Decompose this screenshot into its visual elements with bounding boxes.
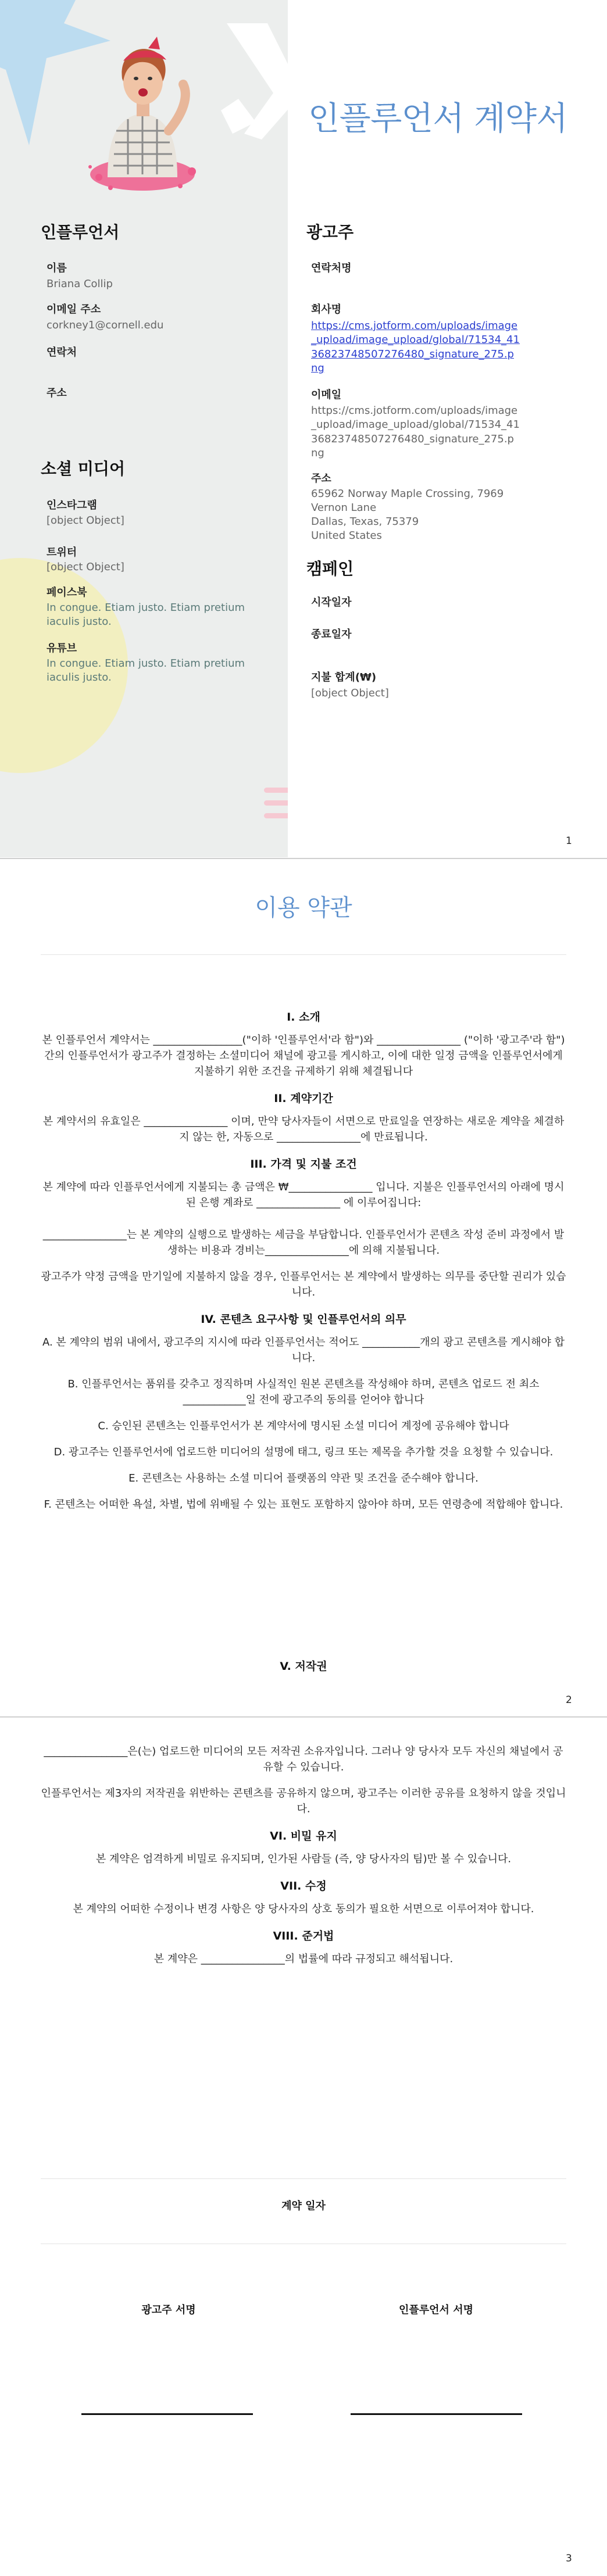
influencer-portrait-image [81,32,206,195]
section-5-text-2: 인플루언서는 제3자의 저작권을 위반하는 콘텐츠를 공유하지 않으며, 광고주는 이러한 공유를 요청하지 않을 것입니다. [41,1787,566,1815]
advertiser-address-line-4: United States [311,529,382,542]
section-1-heading: I. 소개 [287,1011,320,1024]
instagram-value: [object Object] [47,514,124,527]
influencer-signature-line[interactable] [351,2413,522,2415]
instagram-label: 인스타그램 [47,499,97,511]
influencer-name-label: 이름 [47,262,67,274]
page-1 [0,0,607,857]
influencer-name-value: Briana Collip [47,278,113,290]
terms-section-1-3 [41,1008,566,1523]
section-4-a: A. 본 계약의 범위 내에서, 광고주의 지시에 따라 인플루언서는 적어도 ___________개의 광고 콘텐츠를 게시해야 합니다. [42,1336,565,1364]
terms-section-5-8 [41,1744,566,1977]
advertiser-contact-person-label: 연락처명 [311,262,352,274]
section-2-text: 본 계약서의 유효일은 ________________ 이며, 만약 당사자들이 서면으로 만료일을 연장하는 새로운 계약을 체결하지 않는 한, 자동으로 ________________에 만료됩니다. [42,1115,565,1143]
campaign-heading: 캠페인 [306,559,354,578]
section-8-text: 본 계약은 ________________의 법률에 따라 규정되고 해석됩니다. [153,1953,454,1965]
section-4-c: C. 승인된 콘텐츠는 인플루언서가 본 계약서에 명시된 소셜 미디어 계정에 공유해야 합니다 [98,1420,509,1432]
section-3-heading: III. 가격 및 지불 조건 [250,1158,357,1171]
youtube-value: In congue. Etiam justo. Etiam pretium iaculis justo. [47,657,245,684]
advertiser-heading: 광고주 [306,223,354,242]
influencer-address-label: 주소 [47,387,67,399]
section-3-text-3: 광고주가 약정 금액을 만기일에 지불하지 않을 경우, 인플루언서는 본 계약에서 발생하는 의무를 중단할 권리가 있습니다. [41,1271,566,1298]
section-1-text: 본 인플루언서 계약서는 _________________("이하 '인플루언서'라 함")와 ________________ ("이하 '광고주'라 함") 간의 인플루언서가 광고주가 결정하는 소셜미디어 채널에 광고를 게시하고, 이에 대한 일정 금액을 인플루언서에게 지불하기 위한 조건을 규제하기 위해 체결됩니다 [42,1034,565,1078]
twitter-label: 트위터 [47,546,77,559]
section-4-f: F. 콘텐츠는 어떠한 욕설, 차별, 법에 위배될 수 있는 표현도 포함하지 않아야 하며, 모든 연령층에 적합해야 합니다. [44,1498,563,1511]
influencer-email-value: corkney1@cornell.edu [47,319,164,331]
section-8-heading: VIII. 준거법 [273,1930,334,1942]
page-number-3: 3 [566,2553,572,2564]
section-4-b: B. 인플루언서는 품위를 갖추고 정직하며 사실적인 원본 콘텐츠를 작성해야 하며, 콘텐츠 업로드 전 최소 ____________일 전에 광고주의 동의를 얻어야 합니다 [67,1378,540,1406]
advertiser-signature-line[interactable] [81,2413,253,2415]
section-7-heading: VII. 수정 [280,1880,327,1892]
left-panel [0,0,288,857]
section-2-heading: II. 계약기간 [274,1092,333,1105]
section-5-heading: V. 저작권 [280,1660,327,1673]
section-7-text: 본 계약의 어떠한 수정이나 변경 사항은 양 당사자의 상호 동의가 필요한 서면으로 이루어져야 합니다. [73,1903,534,1915]
page-separator [0,858,607,859]
date-top-divider [41,2178,566,2179]
advertiser-address-line-3: Dallas, Texas, 75379 [311,516,419,528]
campaign-payment-label: 지불 합계(₩) [311,671,377,684]
contract-date-label: 계약 일자 [281,2200,326,2212]
white-stripe-decoration [221,23,288,139]
social-media-heading: 소셜 미디어 [41,459,125,478]
pink-lines-decoration [264,788,288,828]
influencer-heading: 인플루언서 [41,223,120,242]
facebook-label: 페이스북 [47,586,87,599]
advertiser-address-line-2: Vernon Lane [311,502,377,514]
youtube-label: 유튜브 [47,642,77,654]
campaign-payment-value: [object Object] [311,687,389,699]
facebook-value: In congue. Etiam justo. Etiam pretium iaculis justo. [47,602,245,628]
influencer-email-label: 이메일 주소 [47,303,101,316]
influencer-contact-label: 연락처 [47,346,77,359]
terms-title: 이용 약관 [255,895,352,921]
section-5-heading-block [41,1658,566,1681]
section-6-heading: VI. 비밀 유지 [270,1830,337,1842]
advertiser-company-label: 회사명 [311,303,342,316]
section-6-text: 본 계약은 엄격하게 비밀로 유지되며, 인가된 사람들 (즉, 양 당사자의 팀)만 볼 수 있습니다. [95,1853,512,1865]
advertiser-signature-label: 광고주 서명 [141,2304,196,2316]
advertiser-address-line-1: 65962 Norway Maple Crossing, 7969 [311,488,504,500]
advertiser-email-label: 이메일 [311,389,342,401]
page-title: 인플루언서 계약서 [308,100,568,138]
section-3-text-1: 본 계약에 따라 인플루언서에게 지불되는 총 금액은 ₩________________ 입니다. 지불은 인플루언서의 아래에 명시된 은행 계좌로 ________________ 에 이루어집니다: [42,1181,565,1209]
page-number-1: 1 [566,835,572,847]
influencer-signature-label: 인플루언서 서명 [399,2304,473,2316]
campaign-end-label: 종료일자 [311,628,352,641]
twitter-value: [object Object] [47,561,124,573]
campaign-start-label: 시작일자 [311,596,352,609]
advertiser-email-value: https://cms.jotform.com/uploads/image_upload/image_upload/global/71534_4136823748507276480_signature_275.png [311,405,520,459]
section-3-text-2: ________________는 본 계약의 실행으로 발생하는 세금을 부담합니다. 인플루언서가 콘텐츠 작성 준비 과정에서 발생하는 비용과 경비는________________에 의해 지불됩니다. [42,1229,565,1257]
section-5-text-1: ________________은(는) 업로드한 미디어의 모든 저작권 소유자입니다. 그러나 양 당사자 모두 자신의 채널에서 공유할 수 있습니다. [44,1745,563,1773]
section-4-heading: IV. 콘텐츠 요구사항 및 인플루언서의 의무 [201,1313,406,1326]
advertiser-company-link[interactable]: https://cms.jotform.com/uploads/image_upload/image_upload/global/71534_4136823748507276480_signature_275.png [311,320,520,374]
terms-title-divider [41,954,566,955]
section-4-d: D. 광고주는 인플루언서에 업로드한 미디어의 설명에 태그, 링크 또는 제목을 추가할 것을 요청할 수 있습니다. [53,1446,554,1458]
advertiser-address-label: 주소 [311,473,331,485]
page-number-2: 2 [566,1694,572,1706]
page-separator [0,1716,607,1718]
section-4-e: E. 콘텐츠는 사용하는 소셜 미디어 플랫폼의 약관 및 조건을 준수해야 합니다. [128,1472,479,1484]
